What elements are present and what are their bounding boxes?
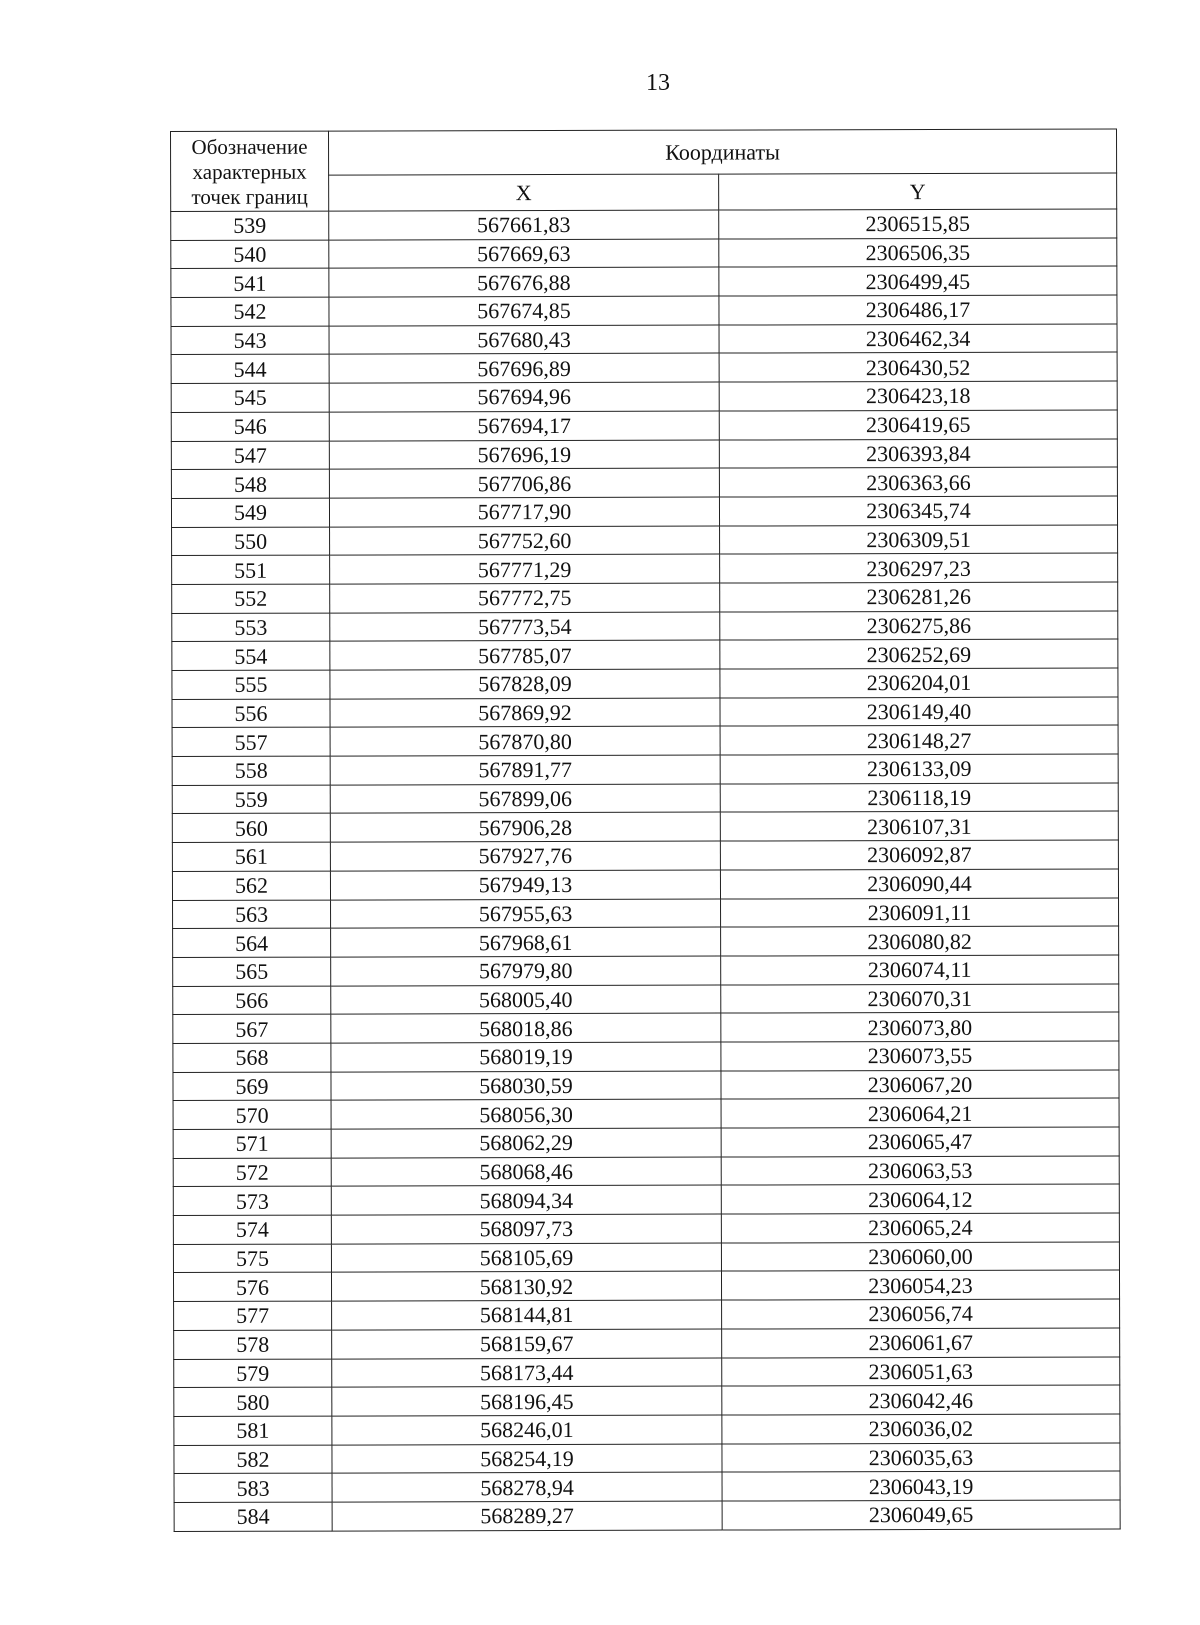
- y-coordinate-cell: 2306061,67: [722, 1328, 1120, 1358]
- point-cell: 541: [171, 268, 329, 297]
- x-coordinate-cell: 568144,81: [332, 1300, 722, 1330]
- table-row: [174, 1328, 1120, 1359]
- x-coordinate-cell: 567869,92: [330, 698, 720, 728]
- x-column-header: X: [329, 174, 719, 211]
- table-row: [173, 984, 1119, 1015]
- point-cell: 583: [174, 1473, 332, 1502]
- x-coordinate-cell: 568289,27: [332, 1501, 722, 1531]
- x-coordinate-cell: 567752,60: [330, 526, 720, 556]
- y-coordinate-cell: 2306252,69: [720, 639, 1118, 669]
- x-coordinate-cell: 568062,29: [331, 1128, 721, 1158]
- point-cell: 553: [172, 613, 330, 642]
- table-row: [172, 811, 1118, 842]
- point-cell: 560: [172, 814, 330, 843]
- table-row: [172, 582, 1118, 613]
- point-cell: 555: [172, 670, 330, 699]
- point-cell: 568: [173, 1043, 331, 1072]
- table-row: [171, 467, 1117, 498]
- table-row: [172, 754, 1118, 785]
- page-number: 13: [646, 70, 670, 96]
- y-coordinate-cell: 2306148,27: [720, 725, 1118, 755]
- x-coordinate-cell: 568097,73: [331, 1214, 721, 1244]
- point-cell: 561: [172, 842, 330, 871]
- y-coordinate-cell: 2306065,47: [721, 1127, 1119, 1157]
- y-coordinate-cell: 2306060,00: [721, 1242, 1119, 1272]
- y-coordinate-cell: 2306056,74: [722, 1299, 1120, 1329]
- y-coordinate-cell: 2306091,11: [721, 898, 1119, 928]
- y-coordinate-cell: 2306036,02: [722, 1414, 1120, 1444]
- table-row: [173, 1184, 1119, 1215]
- point-cell: 582: [174, 1445, 332, 1474]
- x-coordinate-cell: 567891,77: [330, 755, 720, 785]
- y-coordinate-cell: 2306345,74: [719, 496, 1117, 526]
- y-coordinate-cell: 2306393,84: [719, 439, 1117, 469]
- table-row: [172, 783, 1118, 814]
- x-coordinate-cell: 567706,86: [329, 468, 719, 498]
- point-cell: 556: [172, 699, 330, 728]
- x-coordinate-cell: 567979,80: [331, 956, 721, 986]
- table-header: [171, 129, 1117, 211]
- x-coordinate-cell: 567696,89: [329, 354, 719, 384]
- point-cell: 573: [173, 1186, 331, 1215]
- x-coordinate-cell: 568159,67: [332, 1329, 722, 1359]
- point-cell: 552: [172, 584, 330, 613]
- table-row: [174, 1414, 1120, 1445]
- point-cell: 563: [173, 900, 331, 929]
- y-coordinate-cell: 2306042,46: [722, 1385, 1120, 1415]
- point-cell: 578: [174, 1330, 332, 1359]
- table-row: [171, 324, 1117, 355]
- table-row: [173, 1270, 1119, 1301]
- x-coordinate-cell: 567906,28: [330, 812, 720, 842]
- point-cell: 557: [172, 727, 330, 756]
- y-coordinate-cell: 2306035,63: [722, 1443, 1120, 1473]
- table-row: [172, 725, 1118, 756]
- table-row: [173, 1012, 1119, 1043]
- y-coordinate-cell: 2306067,20: [721, 1070, 1119, 1100]
- point-cell: 581: [174, 1416, 332, 1445]
- table-row: [172, 869, 1118, 900]
- x-coordinate-cell: 568094,34: [331, 1185, 721, 1215]
- x-coordinate-cell: 568019,19: [331, 1042, 721, 1072]
- point-cell: 551: [172, 555, 330, 584]
- table-row: [173, 1242, 1119, 1273]
- x-coordinate-cell: 568196,45: [332, 1386, 722, 1416]
- x-coordinate-cell: 568246,01: [332, 1415, 722, 1445]
- table-row: [173, 955, 1119, 986]
- y-coordinate-cell: 2306043,19: [722, 1471, 1120, 1501]
- x-coordinate-cell: 568254,19: [332, 1444, 722, 1474]
- table-row: [171, 496, 1117, 527]
- point-cell: 545: [171, 383, 329, 412]
- point-cell: 572: [173, 1158, 331, 1187]
- x-coordinate-cell: 567949,13: [330, 870, 720, 900]
- y-coordinate-cell: 2306499,45: [719, 266, 1117, 296]
- x-coordinate-cell: 568018,86: [331, 1013, 721, 1043]
- point-cell: 546: [171, 412, 329, 441]
- x-coordinate-cell: 568105,69: [331, 1243, 721, 1273]
- point-cell: 579: [174, 1359, 332, 1388]
- x-coordinate-cell: 567772,75: [330, 583, 720, 613]
- point-cell: 543: [171, 326, 329, 355]
- y-coordinate-cell: 2306204,01: [720, 668, 1118, 698]
- y-coordinate-cell: 2306049,65: [722, 1500, 1120, 1530]
- y-coordinate-cell: 2306064,21: [721, 1098, 1119, 1128]
- point-cell: 569: [173, 1072, 331, 1101]
- y-coordinate-cell: 2306149,40: [720, 697, 1118, 727]
- designation-header: Обозначение характерных точек границ: [171, 131, 329, 211]
- point-cell: 584: [174, 1502, 332, 1531]
- point-cell: 566: [173, 986, 331, 1015]
- point-cell: 542: [171, 297, 329, 326]
- y-coordinate-cell: 2306506,35: [719, 238, 1117, 268]
- y-coordinate-cell: 2306309,51: [720, 525, 1118, 555]
- point-cell: 565: [173, 957, 331, 986]
- table-row: [173, 1041, 1119, 1072]
- point-cell: 539: [171, 211, 329, 240]
- coordinates-header: Координаты: [329, 129, 1117, 175]
- y-coordinate-cell: 2306107,31: [720, 811, 1118, 841]
- y-coordinate-cell: 2306051,63: [722, 1357, 1120, 1387]
- x-coordinate-cell: 568278,94: [332, 1472, 722, 1502]
- x-coordinate-cell: 567717,90: [329, 497, 719, 527]
- point-cell: 547: [171, 441, 329, 470]
- x-coordinate-cell: 567696,19: [329, 440, 719, 470]
- coordinates-table: [170, 129, 1121, 1532]
- table-row: [174, 1357, 1120, 1388]
- x-coordinate-cell: 567870,80: [330, 726, 720, 756]
- x-coordinate-cell: 567694,96: [329, 382, 719, 412]
- point-cell: 562: [172, 871, 330, 900]
- point-cell: 550: [172, 527, 330, 556]
- x-coordinate-cell: 567828,09: [330, 669, 720, 699]
- point-cell: 567: [173, 1014, 331, 1043]
- x-coordinate-cell: 567785,07: [330, 640, 720, 670]
- y-coordinate-cell: 2306074,11: [721, 955, 1119, 985]
- table-row: [174, 1385, 1120, 1416]
- table-row: [174, 1443, 1120, 1474]
- table-row: [171, 238, 1117, 269]
- point-cell: 544: [171, 355, 329, 384]
- x-coordinate-cell: 567680,43: [329, 325, 719, 355]
- y-coordinate-cell: 2306430,52: [719, 352, 1117, 382]
- y-coordinate-cell: 2306090,44: [720, 869, 1118, 899]
- point-cell: 564: [173, 928, 331, 957]
- table-row: [173, 1213, 1119, 1244]
- x-coordinate-cell: 568005,40: [331, 985, 721, 1015]
- x-coordinate-cell: 567694,17: [329, 411, 719, 441]
- x-coordinate-cell: 567927,76: [330, 841, 720, 871]
- x-coordinate-cell: 568056,30: [331, 1099, 721, 1129]
- y-coordinate-cell: 2306281,26: [720, 582, 1118, 612]
- point-cell: 570: [173, 1100, 331, 1129]
- table-body: [171, 209, 1120, 1531]
- table-row: [171, 410, 1117, 441]
- x-coordinate-cell: 567676,88: [329, 267, 719, 297]
- table-row: [174, 1500, 1120, 1531]
- y-coordinate-cell: 2306133,09: [720, 754, 1118, 784]
- y-coordinate-cell: 2306080,82: [721, 926, 1119, 956]
- y-coordinate-cell: 2306064,12: [721, 1184, 1119, 1214]
- point-cell: 554: [172, 641, 330, 670]
- y-coordinate-cell: 2306419,65: [719, 410, 1117, 440]
- point-cell: 549: [171, 498, 329, 527]
- point-cell: 540: [171, 240, 329, 269]
- table-row: [174, 1299, 1120, 1330]
- point-cell: 559: [172, 785, 330, 814]
- y-coordinate-cell: 2306486,17: [719, 295, 1117, 325]
- y-coordinate-cell: 2306063,53: [721, 1156, 1119, 1186]
- x-coordinate-cell: 567899,06: [330, 784, 720, 814]
- y-coordinate-cell: 2306073,55: [721, 1041, 1119, 1071]
- point-cell: 571: [173, 1129, 331, 1158]
- point-cell: 548: [171, 469, 329, 498]
- table-row: [173, 1156, 1119, 1187]
- y-coordinate-cell: 2306423,18: [719, 381, 1117, 411]
- x-coordinate-cell: 567955,63: [331, 899, 721, 929]
- table-row: [171, 266, 1117, 297]
- y-coordinate-cell: 2306363,66: [719, 467, 1117, 497]
- y-coordinate-cell: 2306275,86: [720, 611, 1118, 641]
- y-coordinate-cell: 2306070,31: [721, 984, 1119, 1014]
- table-row: [171, 381, 1117, 412]
- table-row: [172, 840, 1118, 871]
- y-coordinate-cell: 2306462,34: [719, 324, 1117, 354]
- table-row: [173, 898, 1119, 929]
- point-cell: 580: [174, 1387, 332, 1416]
- table-row: [172, 525, 1118, 556]
- table-row: [173, 1098, 1119, 1129]
- y-coordinate-cell: 2306118,19: [720, 783, 1118, 813]
- table-row: [171, 209, 1117, 240]
- table-row: [171, 295, 1117, 326]
- table-row: [173, 1127, 1119, 1158]
- x-coordinate-cell: 568130,92: [331, 1271, 721, 1301]
- x-coordinate-cell: 568068,46: [331, 1157, 721, 1187]
- y-coordinate-cell: 2306092,87: [720, 840, 1118, 870]
- table-row: [171, 439, 1117, 470]
- x-coordinate-cell: 567773,54: [330, 612, 720, 642]
- table-row: [172, 553, 1118, 584]
- table-row: [172, 639, 1118, 670]
- x-coordinate-cell: 568173,44: [332, 1358, 722, 1388]
- y-coordinate-cell: 2306515,85: [719, 209, 1117, 239]
- x-coordinate-cell: 567968,61: [331, 927, 721, 957]
- x-coordinate-cell: 567669,63: [329, 239, 719, 269]
- y-column-header: Y: [719, 173, 1117, 210]
- table-row: [173, 1070, 1119, 1101]
- table-row: [171, 352, 1117, 383]
- x-coordinate-cell: 567661,83: [329, 210, 719, 240]
- table-row: [172, 611, 1118, 642]
- point-cell: 577: [174, 1301, 332, 1330]
- point-cell: 575: [173, 1244, 331, 1273]
- table-row: [172, 697, 1118, 728]
- point-cell: 576: [173, 1273, 331, 1302]
- x-coordinate-cell: 568030,59: [331, 1071, 721, 1101]
- x-coordinate-cell: 567771,29: [330, 554, 720, 584]
- point-cell: 574: [173, 1215, 331, 1244]
- table-row: [173, 926, 1119, 957]
- y-coordinate-cell: 2306065,24: [721, 1213, 1119, 1243]
- x-coordinate-cell: 567674,85: [329, 296, 719, 326]
- y-coordinate-cell: 2306297,23: [720, 553, 1118, 583]
- point-cell: 558: [172, 756, 330, 785]
- table-row: [172, 668, 1118, 699]
- table-row: [174, 1471, 1120, 1502]
- y-coordinate-cell: 2306054,23: [721, 1270, 1119, 1300]
- y-coordinate-cell: 2306073,80: [721, 1012, 1119, 1042]
